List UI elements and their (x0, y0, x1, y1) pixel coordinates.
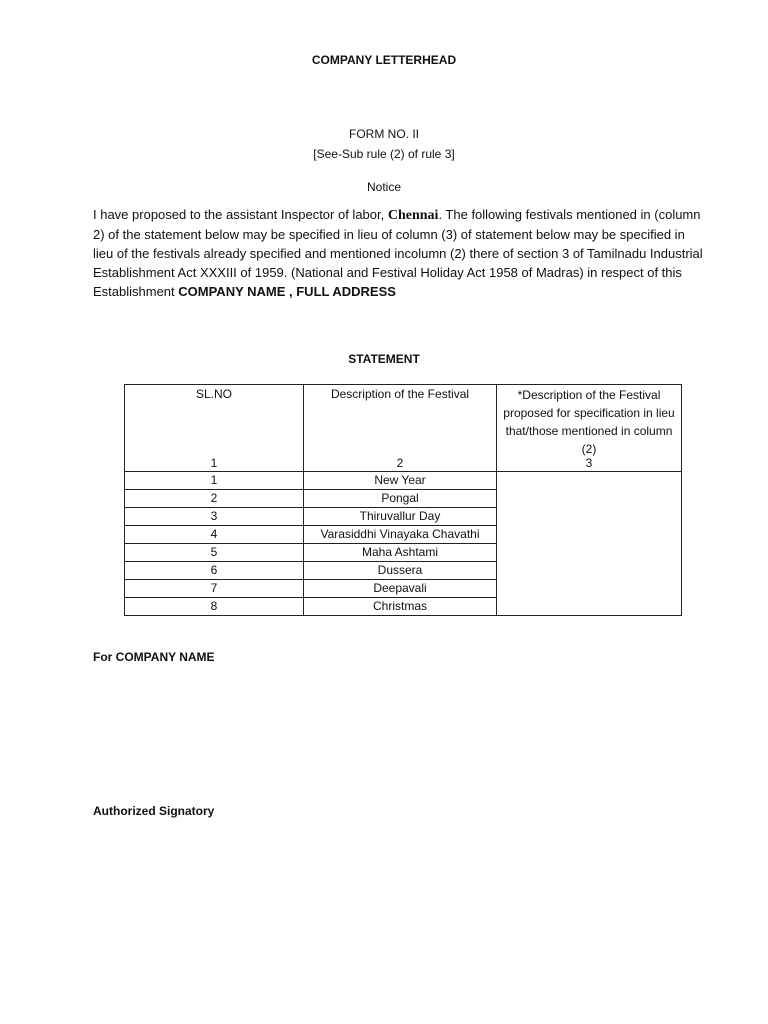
paragraph-text-1: I have proposed to the assistant Inspector of labor, (93, 207, 388, 222)
festival-cell: Deepavali (304, 580, 497, 598)
table-row (125, 472, 682, 490)
header-cell-festival (304, 385, 497, 472)
rule-reference: [See-Sub rule (2) of rule 3] (313, 147, 455, 161)
festival-statement-table (124, 384, 682, 616)
sl-no-cell: 3 (125, 508, 304, 526)
notice-heading: Notice (366, 180, 401, 194)
sl-no-cell: 5 (125, 544, 304, 562)
proposed-festival-cell (497, 472, 682, 616)
festival-cell: Dussera (304, 562, 497, 580)
city-name: Chennai (387, 208, 439, 223)
header-cell-sl-no (125, 385, 304, 472)
festival-cell: New Year (304, 472, 497, 490)
column-label: Description of the Festival (330, 387, 470, 401)
company-letterhead: COMPANY LETTERHEAD (311, 53, 457, 67)
sl-no-cell: 7 (125, 580, 304, 598)
for-company-name: For COMPANY NAME (93, 650, 215, 664)
column-number: 2 (396, 456, 404, 470)
authorized-signatory: Authorized Signatory (93, 804, 215, 818)
sl-no-cell: 8 (125, 598, 304, 616)
column-number: 3 (585, 456, 593, 470)
festival-cell: Varasiddhi Vinayaka Chavathi (304, 526, 497, 544)
table-header-row (125, 385, 682, 472)
festival-cell: Pongal (304, 490, 497, 508)
sl-no-cell: 2 (125, 490, 304, 508)
column-label: *Description of the Festival proposed for specification in lieu that/those mentioned in column (2) (503, 388, 675, 456)
sl-no-cell: 1 (125, 472, 304, 490)
festival-cell: Christmas (304, 598, 497, 616)
festival-cell: Maha Ashtami (304, 544, 497, 562)
paragraph-text-2: . The following festivals mentioned in (column 2) of the statement below may be specified in lieu of column (3) of statement below may be specified in lieu of the festivals already specified and mentioned incolumn (2) there of section 3 of Tamilnadu Industrial Establishment Act XXXIII of 1959. (National and Festival Holiday Act 1958 of Madras) in respect of this Establishment (93, 207, 703, 299)
notice-paragraph (93, 205, 705, 301)
statement-heading: STATEMENT (348, 352, 420, 366)
sl-no-cell: 4 (125, 526, 304, 544)
sl-no-cell: 6 (125, 562, 304, 580)
festival-cell: Thiruvallur Day (304, 508, 497, 526)
company-address: COMPANY NAME , FULL ADDRESS (178, 284, 396, 299)
column-label: SL.NO (195, 387, 232, 401)
header-cell-proposed (497, 385, 682, 472)
column-number: 1 (210, 456, 218, 470)
form-number: FORM NO. II (349, 127, 419, 141)
